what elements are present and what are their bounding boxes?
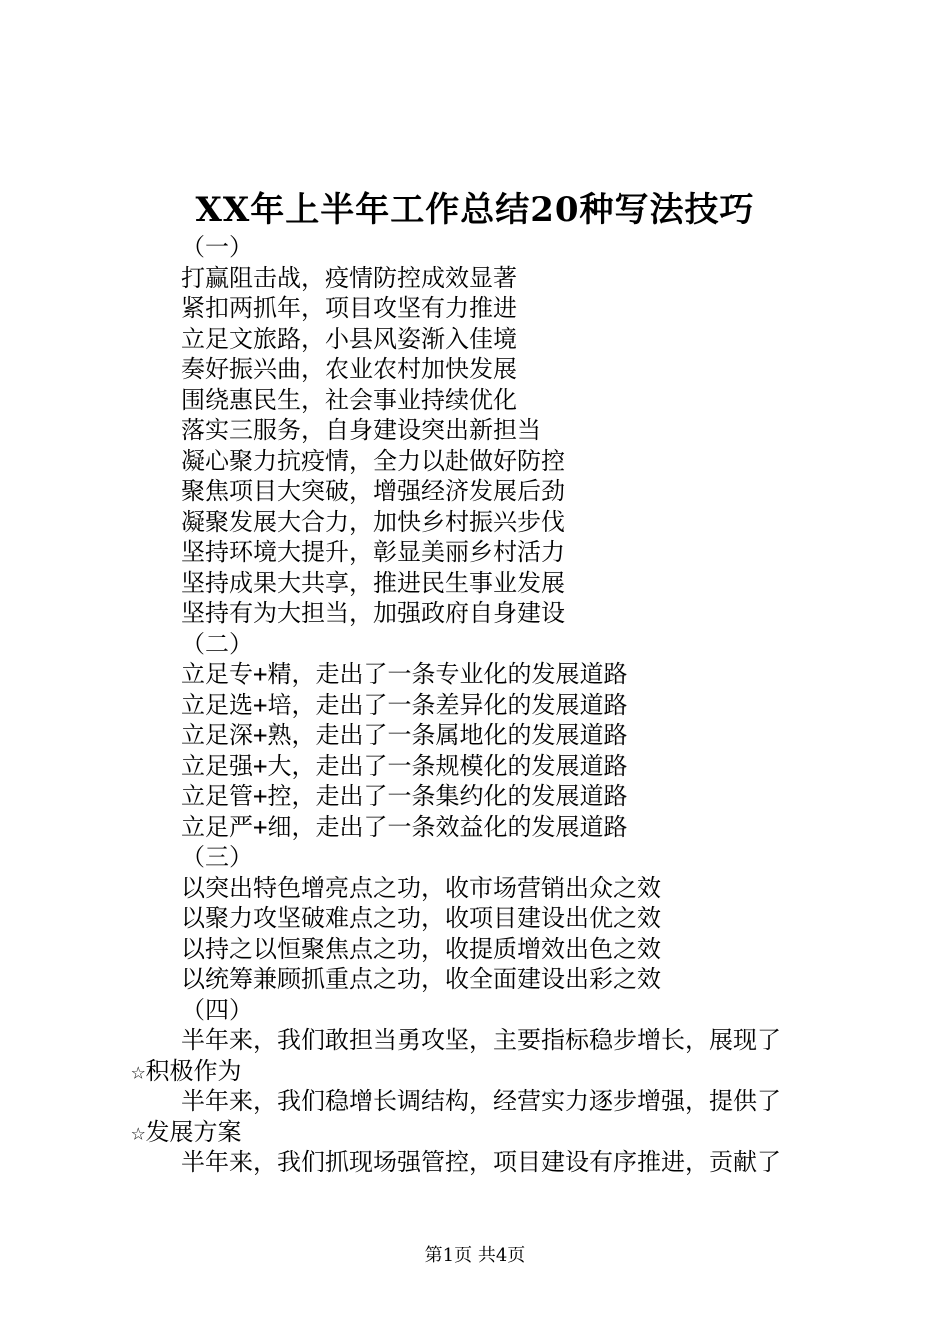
text-line: 立足深+熟，走出了一条属地化的发展道路 (181, 721, 628, 749)
text-line: 以统筹兼顾抓重点之功，收全面建设出彩之效 (181, 965, 661, 993)
text-line: 以持之以恒聚焦点之功，收提质增效出色之效 (181, 934, 661, 963)
page-footer: 第1页 共4页 (424, 1245, 526, 1266)
paragraph-continuation: ☆积极作为 (131, 1056, 242, 1085)
text-line: 围绕惠民生，社会事业持续优化 (181, 385, 517, 414)
text-line: 打赢阻击战，疫情防控成效显著 (181, 263, 517, 292)
text-line: 立足专+精，走出了一条专业化的发展道路 (181, 660, 628, 688)
text-line: 坚持环境大提升，彰显美丽乡村活力 (181, 538, 565, 566)
text-line: 凝聚发展大合力，加快乡村振兴步伐 (181, 507, 565, 536)
document-body (0, 232, 950, 1178)
section-heading-1: （一） (181, 233, 253, 261)
paragraph-continuation: ☆发展方案 (131, 1117, 242, 1146)
text-line: 奏好振兴曲，农业农村加快发展 (181, 355, 517, 383)
text-line: 坚持成果大共享，推进民生事业发展 (181, 568, 565, 597)
text-line: 以突出特色增亮点之功，收市场营销出众之效 (181, 873, 661, 902)
section-heading-3: （三） (181, 843, 253, 871)
text-line: 立足选+培，走出了一条差异化的发展道路 (181, 690, 628, 719)
section-heading-2: （二） (181, 629, 253, 658)
text-line: 紧扣两抓年，项目攻坚有力推进 (181, 294, 517, 322)
text-line: 立足管+控，走出了一条集约化的发展道路 (181, 782, 628, 810)
text-line: 立足严+细，走出了一条效益化的发展道路 (181, 812, 628, 841)
paragraph-first-line: 半年来，我们敢担当勇攻坚，主要指标稳步增长，展现了 (181, 1026, 781, 1054)
text-line: 立足强+大，走出了一条规模化的发展道路 (181, 751, 628, 780)
text-line: 落实三服务，自身建设突出新担当 (181, 416, 541, 444)
paragraph-first-line: 半年来，我们稳增长调结构，经营实力逐步增强，提供了 (181, 1087, 781, 1115)
section-heading-4: （四） (181, 995, 253, 1024)
text-line: 凝心聚力抗疫情，全力以赴做好防控 (181, 446, 565, 475)
text-line: 聚焦项目大突破，增强经济发展后劲 (181, 477, 565, 505)
text-line: 以聚力攻坚破难点之功，收项目建设出优之效 (181, 904, 661, 932)
paragraph-first-line: 半年来，我们抓现场强管控，项目建设有序推进，贡献了 (181, 1148, 781, 1176)
text-line: 立足文旅路，小县风姿渐入佳境 (181, 324, 517, 353)
text-line: 坚持有为大担当，加强政府自身建设 (181, 599, 565, 627)
document-title: XX年上半年工作总结20种写法技巧 (195, 190, 755, 230)
